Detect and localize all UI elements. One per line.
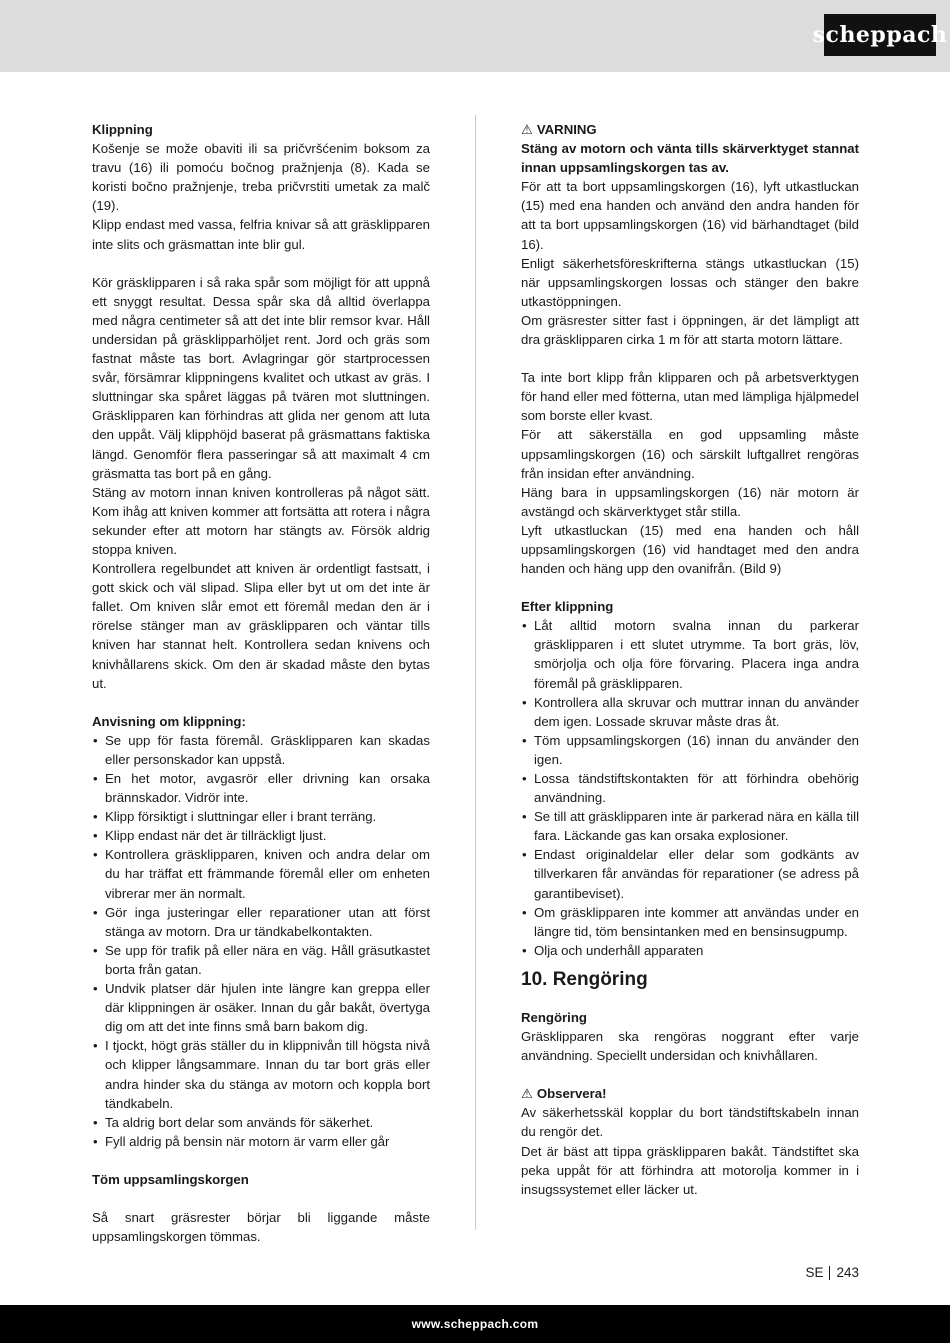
anvisning-list: [92, 731, 430, 1151]
list-item: • Se upp för fasta föremål. Gräsklipparen kan skadas eller personskador kan uppstå.: [92, 731, 430, 769]
paragraph: Om gräsrester sitter fast i öppningen, är det lämpligt att dra gräsklipparen cirka 1 m för att starta motorn lättare.: [521, 312, 859, 348]
section-title: 10. Rengöring: [521, 968, 648, 990]
language-code: SE: [805, 1265, 824, 1280]
list-item: • Se upp för trafik på eller nära en väg. Håll gräsutkastet borta från gatan.: [92, 941, 430, 979]
tom-heading: Töm uppsamlingskorgen: [92, 1171, 249, 1187]
list-item: • Olja och underhåll apparaten: [521, 941, 859, 960]
list-item: • Undvik platser där hjulen inte längre kan greppa eller där klippningen är osäker. Innan du går bakåt, övertyga dig om att det inte finns små barn bakom dig.: [92, 979, 430, 1036]
rengoring-heading: Rengöring: [521, 1009, 587, 1025]
paragraph: Enligt säkerhetsföreskrifterna stängs utkastluckan (15) när uppsamlingskorgen lossas och stänger den bakre utkastöppningen.: [521, 255, 859, 309]
anvisning-heading: Anvisning om klippning:: [92, 713, 246, 729]
list-item: • En het motor, avgasrör eller drivning kan orsaka brännskador. Vidrör inte.: [92, 769, 430, 807]
paragraph: För att säkerställa en god uppsamling måste uppsamlingskorgen (16) och särskilt luftgallret rengöras från insidan efter användning.: [521, 427, 859, 481]
list-item: • Kontrollera gräsklipparen, kniven och andra delar om du har träffat ett främmande föremål eller om enheten vibrerar mer än normalt.: [92, 845, 430, 902]
warning-icon: ⚠: [521, 122, 533, 137]
efter-heading: Efter klippning: [521, 599, 614, 615]
footer-bar: [0, 1305, 950, 1343]
list-item: • Fyll aldrig på bensin när motorn är varm eller går: [92, 1132, 430, 1151]
warning-heading: [521, 120, 859, 139]
list-item: • Se till att gräsklipparen inte är parkerad nära en källa till fara. Läckande gas kan orsaka explosioner.: [521, 807, 859, 845]
paragraph: Ta inte bort klipp från klipparen och på arbetsverktygen för hand eller med fötterna, utan med lämpliga hjälpmedel som borste eller kvast.: [521, 370, 859, 424]
header-bar: [0, 0, 950, 72]
page-number: [805, 1265, 859, 1280]
list-item: • Klipp försiktigt i sluttningar eller i brant terräng.: [92, 807, 430, 826]
page-number-value: 243: [836, 1265, 859, 1280]
paragraph: Klipp endast med vassa, felfria knivar så att gräsklipparen inte slits och gräsmattan inte blir gul.: [92, 217, 430, 252]
efter-list: [521, 616, 859, 960]
paragraph: Stäng av motorn innan kniven kontrolleras på något sätt. Kom ihåg att kniven kommer att fortsätta att rotera i några sekunder efter att motorn har stängts av. Försök aldrig stoppa kniven.: [92, 484, 430, 557]
paragraph: Häng bara in uppsamlingskorgen (16) när motorn är avstängd och skärverktyget står stilla.: [521, 484, 859, 519]
scheppach-logo: scheppach: [824, 14, 936, 56]
website-url: www.scheppach.com: [411, 1317, 539, 1331]
klippning-heading: Klippning: [92, 122, 153, 137]
paragraph: Så snart gräsrester börjar bli liggande måste uppsamlingskorgen tömmas.: [92, 1209, 430, 1245]
list-item: • Om gräsklipparen inte kommer att användas under en längre tid, töm bensintanken med en bensinsugpump.: [521, 903, 859, 941]
list-item: • Ta aldrig bort delar som används för säkerhet.: [92, 1113, 430, 1132]
warning-text: Stäng av motorn och vänta tills skärverktyget stannat innan uppsamlingskorgen tas av.: [521, 141, 859, 176]
paragraph: Det är bäst att tippa gräsklipparen bakåt. Tändstiftet ska peka uppåt för att förhindra att motorolja kommer in i insugssystemet eller läcker ut.: [521, 1143, 859, 1197]
list-item: • I tjockt, högt gräs ställer du in klippnivån till högsta nivå och klipper långsammare. Innan du tar bort gräs eller andra hinder ska du stänga av motorn och koppla bort tändkabeln.: [92, 1036, 430, 1112]
observera-heading: [521, 1084, 859, 1103]
list-item: • Endast originaldelar eller delar som godkänts av tillverkaren får användas för reparationer (se adress på garantibeviset).: [521, 845, 859, 902]
right-column: [521, 120, 859, 1199]
paragraph: Košenje se može obaviti ili sa pričvršćenim boksom za travu (16) ili pomoću bočnog pražnjenja (8). Kada se koristi bočno pražnjenje, treba pričvrstiti umetak za malč (19).: [92, 141, 430, 214]
list-item: • Klipp endast när det är tillräckligt ljust.: [92, 826, 430, 845]
list-item: • Gör inga justeringar eller reparationer utan att först stänga av motorn. Dra ur tändkabelkontakten.: [92, 903, 430, 941]
paragraph: Gräsklipparen ska rengöras noggrant efter varje användning. Speciellt undersidan och knivhållaren.: [521, 1029, 859, 1064]
left-column: [92, 120, 430, 1246]
paragraph: Kör gräsklipparen i så raka spår som möjligt för att uppnå ett snyggt resultat. Dessa spår ska då alltid överlappa med några centimeter så att det inte blir remsor kvar. Håll undersidan på gräsklipparhöljet rent. Jord och gräs som fastnat måste tas bort. Avlagringar gör startprocessen svår, försämrar klippningens kvalitet och utkast av gräs. I sluttningar ska spåret läggas på tvären mot sluttningen. Gräsklipparen kan förhindras att glida ner genom att luta den uppåt. Välj klipphöjd baserat på gräsmattans faktiska längd. Genomför flera passeringar så att maximalt 4 cm gräsmatta tas bort på en gång.: [92, 274, 430, 481]
paragraph: Av säkerhetsskäl kopplar du bort tändstiftskabeln innan du rengör det.: [521, 1105, 859, 1140]
warning-icon: ⚠: [521, 1086, 533, 1102]
separator: [829, 1266, 830, 1280]
observera-title: Observera!: [536, 1086, 607, 1102]
list-item: • Töm uppsamlingskorgen (16) innan du använder den igen.: [521, 731, 859, 769]
list-item: • Låt alltid motorn svalna innan du parkerar gräsklipparen i ett slutet utrymme. Ta bort gräs, löv, smörjolja och olja före förvaring. Placera inga andra föremål på gräsklipparen.: [521, 616, 859, 692]
paragraph: För att ta bort uppsamlingskorgen (16), lyft utkastluckan (15) med ena handen och använd den andra handen för att ta bort uppsamlingskorgen (16) vid bärhandtaget (bild 16).: [521, 179, 859, 252]
column-divider: [475, 115, 476, 1230]
list-item: • Lossa tändstiftskontakten för att förhindra obehörig användning.: [521, 769, 859, 807]
paragraph: Lyft utkastluckan (15) med ena handen och håll uppsamlingskorgen (16) vid handtaget med den andra handen och häng upp den ovanifrån. (Bild 9): [521, 522, 859, 577]
paragraph: Kontrollera regelbundet att kniven är ordentligt fastsatt, i gott skick och väl slipad. Slipa eller byt ut om det inte är fallet. Om kniven slår emot ett föremål medan den är i rörelse stänger man av gräsklipparen och väntar tills kniven har stannat helt. Kontrollera sedan knivens och knivhållarens skick. Om den är skadad måste den bytas ut.: [92, 561, 430, 691]
warning-title: VARNING: [536, 122, 597, 137]
list-item: • Kontrollera alla skruvar och muttrar innan du använder dem igen. Lossade skruvar måste dras åt.: [521, 693, 859, 731]
